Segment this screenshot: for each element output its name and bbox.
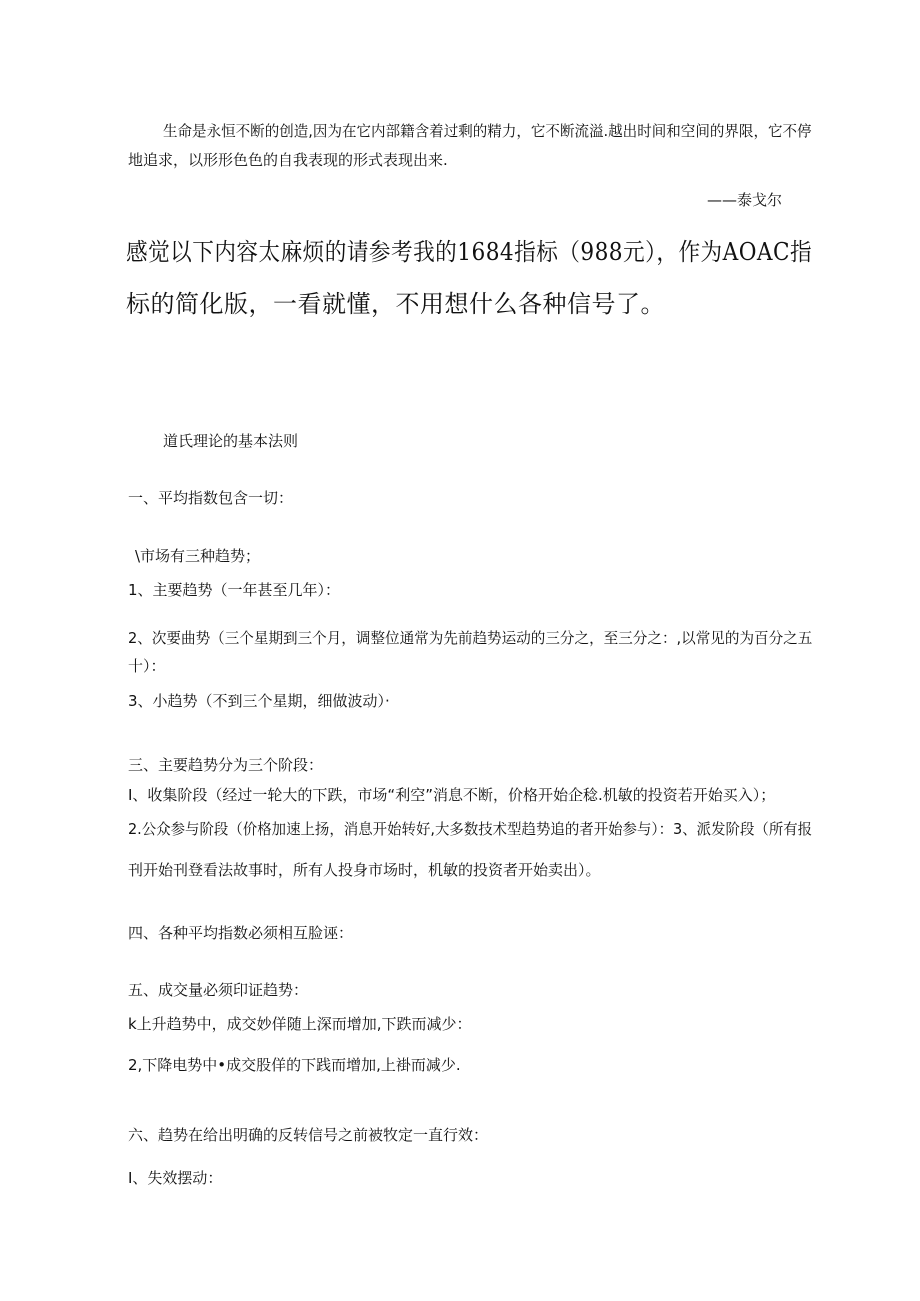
section-3-item-1: I、收集阶段（经过一轮大的下跌，市场“利空”消息不断，价格开始企稔.机敏的投资若开始买入）； [128, 786, 776, 804]
section-5-item-2: 2,下降电势中•成交股佯的下践而增加,上褂而减少. [128, 1056, 461, 1074]
section-2-item-2-line-1: 2、次要曲势（三个星期到三个月，调整位通常为先前趋势运动的三分之，至三分之：,以常见的为百分之五 [128, 629, 813, 647]
section-6-heading: 六、趋势在给出明确的反转信号之前被牧定一直行效： [128, 1126, 489, 1144]
document-title: 道氏理论的基本法则 [163, 432, 299, 450]
section-2-heading: \市场有三种趋势； [135, 547, 261, 565]
section-4-heading: 四、各种平均指数必须相互脸诬： [128, 924, 354, 942]
quote-author: ——泰戈尔 [707, 191, 783, 209]
section-2-item-3: 3、小趋势（不到三个星期，细做波动）· [128, 692, 390, 710]
quote-line-1: 生命是永恒不断的创造,因为在它内部籍含着过剩的精力，它不断流溢.越出时间和空间的界限，它不停 [163, 122, 812, 140]
section-3-heading: 三、主要趋势分为三个阶段： [128, 756, 324, 774]
section-3-item-2-line-2: 刊开始刊登看法故事时，所有人投身市场时，机敏的投资者开始卖出）。 [128, 861, 601, 879]
promo-line-2: 标的简化版，一看就懂，不用想什么各种信号了。 [126, 290, 665, 318]
section-5-heading: 五、成交量必须印证趋势： [128, 981, 309, 999]
section-2-item-2-line-2: 十）： [128, 657, 166, 675]
section-3-item-2-line-1: 2.公众参与阶段（价格加速上扬，消息开始转好,大多数技术型趋势追的者开始参与）：3、派发阶段（所有报 [128, 820, 813, 838]
section-5-item-1: k上升趋势中，成交妙佯随上深而增加,下跌而减少： [128, 1015, 472, 1033]
section-6-item-1: I、失效摆动： [128, 1169, 223, 1187]
quote-line-2: 地追求，以形形色色的自我表现的形式表现出来. [128, 151, 448, 169]
section-2-item-1: 1、主要趋势（一年甚至几年）： [128, 581, 341, 599]
promo-line-1: 感觉以下内容太麻烦的请参考我的1684指标（988元），作为AOAC指 [126, 238, 813, 266]
section-1-heading: 一、平均指数包含一切： [128, 489, 294, 507]
